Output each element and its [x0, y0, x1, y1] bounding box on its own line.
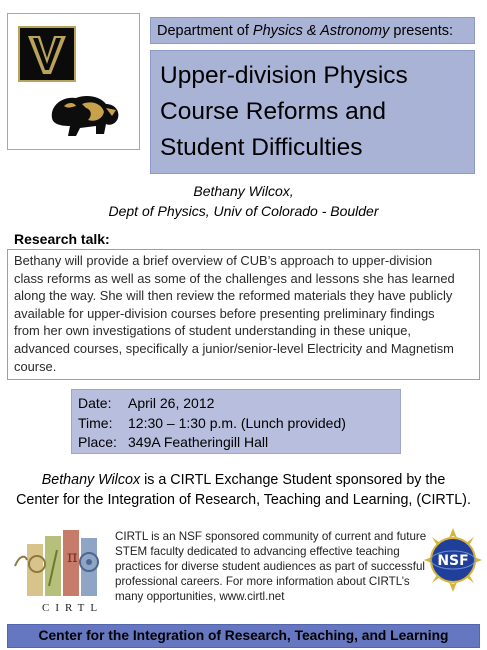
sponsor-student-name: Bethany Wilcox — [41, 472, 141, 488]
cirtl-desc-line: professional careers. For more information about CIRTL’s — [115, 575, 410, 588]
abstract-line: along the way. She will then review the reformed materials they have publicly — [14, 288, 453, 304]
speaker-name: Bethany Wilcox, — [193, 183, 294, 199]
cirtl-desc-line: CIRTL is an NSF sponsored community of current and future — [115, 530, 427, 543]
sponsor-line-1 — [0, 472, 487, 488]
department-banner — [150, 17, 475, 44]
dept-prefix: Department of — [157, 23, 253, 39]
abstract-box — [7, 249, 480, 380]
talk-title — [150, 50, 475, 174]
sponsor-line-2: Center for the Integration of Research, Teaching and Learning, (CIRTL). — [16, 492, 471, 508]
speaker-affiliation: Dept of Physics, Univ of Colorado - Boulder — [108, 203, 379, 219]
cirtl-logo-text: CIRTL — [42, 602, 104, 614]
cu-buffalo-logo — [46, 90, 124, 142]
abstract-line: advanced courses, specifically a junior/senior-level Electricity and Magnetism — [14, 340, 454, 356]
place-row — [78, 433, 400, 453]
sponsor-line-1-text: is a CIRTL Exchange Student sponsored by the — [140, 472, 446, 488]
title-line: Upper-division Physics — [160, 62, 408, 89]
date-row — [78, 394, 400, 414]
place-label: Place: — [78, 434, 117, 450]
abstract-line: available for upper-division courses before presenting preliminary findings — [14, 305, 435, 321]
abstract-line: from her own investigations of student understanding in these unique, — [14, 323, 411, 339]
time-value: 12:30 – 1:30 p.m. (Lunch provided) — [128, 414, 346, 431]
abstract-line: Bethany will provide a brief overview of CUB’s approach to upper-division — [14, 253, 433, 268]
place-value: 349A Featheringill Hall — [128, 434, 269, 450]
svg-text:π: π — [67, 547, 78, 566]
title-line: Student Difficulties — [160, 134, 363, 161]
abstract-line: class reforms as well as some of the challenges and lessons she has learned — [14, 270, 455, 286]
research-talk-label: Research talk: — [14, 231, 110, 247]
cirtl-logo — [11, 526, 107, 614]
dept-name: Physics & Astronomy — [252, 23, 390, 39]
date-value: April 26, 2012 — [128, 395, 215, 411]
cirtl-desc-line: practices for diverse student audiences as part of successful — [115, 560, 425, 573]
nsf-logo-text: NSF — [437, 553, 469, 569]
dept-suffix: presents: — [389, 23, 454, 39]
time-row — [78, 414, 400, 434]
cirtl-description — [115, 529, 425, 604]
cirtl-desc-line: many opportunities, www.cirtl.net — [115, 590, 285, 603]
abstract-line: course. — [14, 358, 57, 374]
footer-banner: Center for the Integration of Research, Teaching, and Learning — [7, 624, 480, 648]
cirtl-desc-line: STEM faculty dedicated to advancing effective teaching — [115, 545, 400, 558]
university-logos — [7, 13, 140, 150]
time-label: Time: — [78, 414, 113, 431]
event-details — [71, 389, 401, 454]
vanderbilt-logo — [18, 26, 76, 82]
title-line: Course Reforms and — [160, 98, 387, 125]
nsf-logo — [424, 528, 482, 592]
date-label: Date: — [78, 395, 112, 411]
